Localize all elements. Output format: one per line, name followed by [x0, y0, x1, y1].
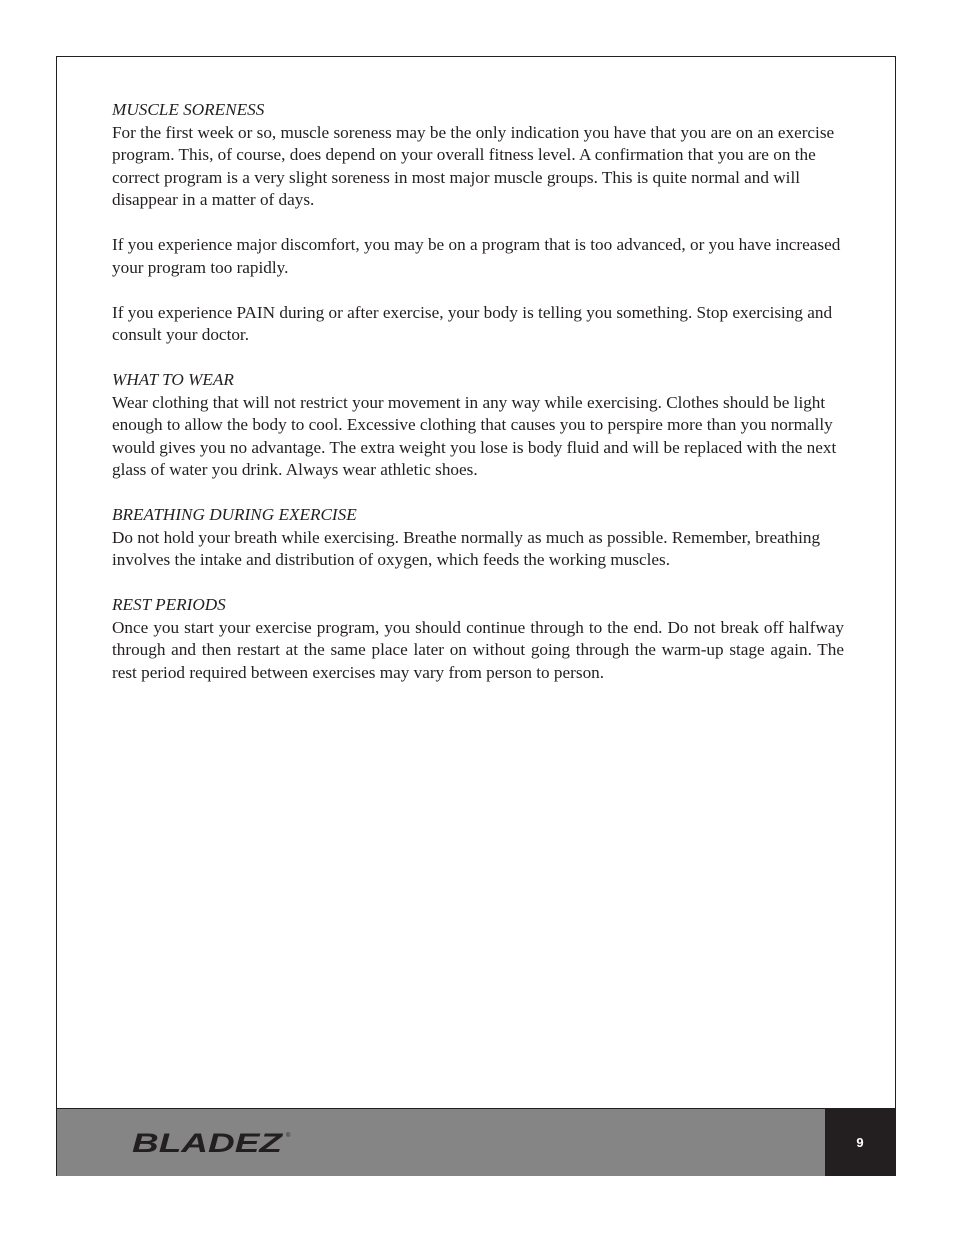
- section-what-to-wear: [112, 369, 844, 482]
- section-heading: BREATHING DURING EXERCISE: [112, 505, 357, 524]
- section-breathing: [112, 504, 844, 572]
- document-body: [112, 99, 844, 707]
- paragraph: Do not hold your breath while exercising. Breathe normally as much as possible. Remember, breathing involves the intake and distribution of oxygen, which feeds the working muscles.: [112, 527, 821, 569]
- section-heading: WHAT TO WEAR: [112, 370, 234, 389]
- page-number-box: [825, 1108, 895, 1176]
- section-heading: MUSCLE SORENESS: [112, 100, 265, 119]
- paragraph: For the first week or so, muscle soreness may be the only indication you have that you are on an exercise program. This, of course, does depend on your overall fitness level. A confirmation that you are on the correct program is a very slight soreness in most major muscle groups. This is quite normal and will disappear in a matter of days.: [112, 122, 835, 209]
- section-heading: REST PERIODS: [112, 595, 226, 614]
- paragraph: Wear clothing that will not restrict your movement in any way while exercising. Clothes should be light enough to allow the body to cool. Excessive clothing that causes you to perspire more than you normally would gives you no advantage. The extra weight you lose is body fluid and will be replaced with the next glass of water you drink. Always wear athletic shoes.: [112, 392, 837, 479]
- section-muscle-soreness: [112, 99, 844, 347]
- trademark-mark: ®: [286, 1133, 291, 1139]
- page-number: 9: [856, 1135, 864, 1150]
- brand-logo: [132, 1128, 296, 1156]
- section-rest-periods: [112, 594, 844, 684]
- paragraph: If you experience major discomfort, you may be on a program that is too advanced, or you have increased your program too rapidly.: [112, 235, 841, 277]
- paragraph: If you experience PAIN during or after exercise, your body is telling you something. Stop exercising and consult your doctor.: [112, 302, 833, 344]
- brand-logo-text: BLADEZ: [132, 1128, 285, 1156]
- paragraph: Once you start your exercise program, you should continue through to the end. Do not break off halfway through and then restart at the same place later on without going through the warm-up stage again. The rest period required between exercises may vary from person to person.: [112, 617, 844, 682]
